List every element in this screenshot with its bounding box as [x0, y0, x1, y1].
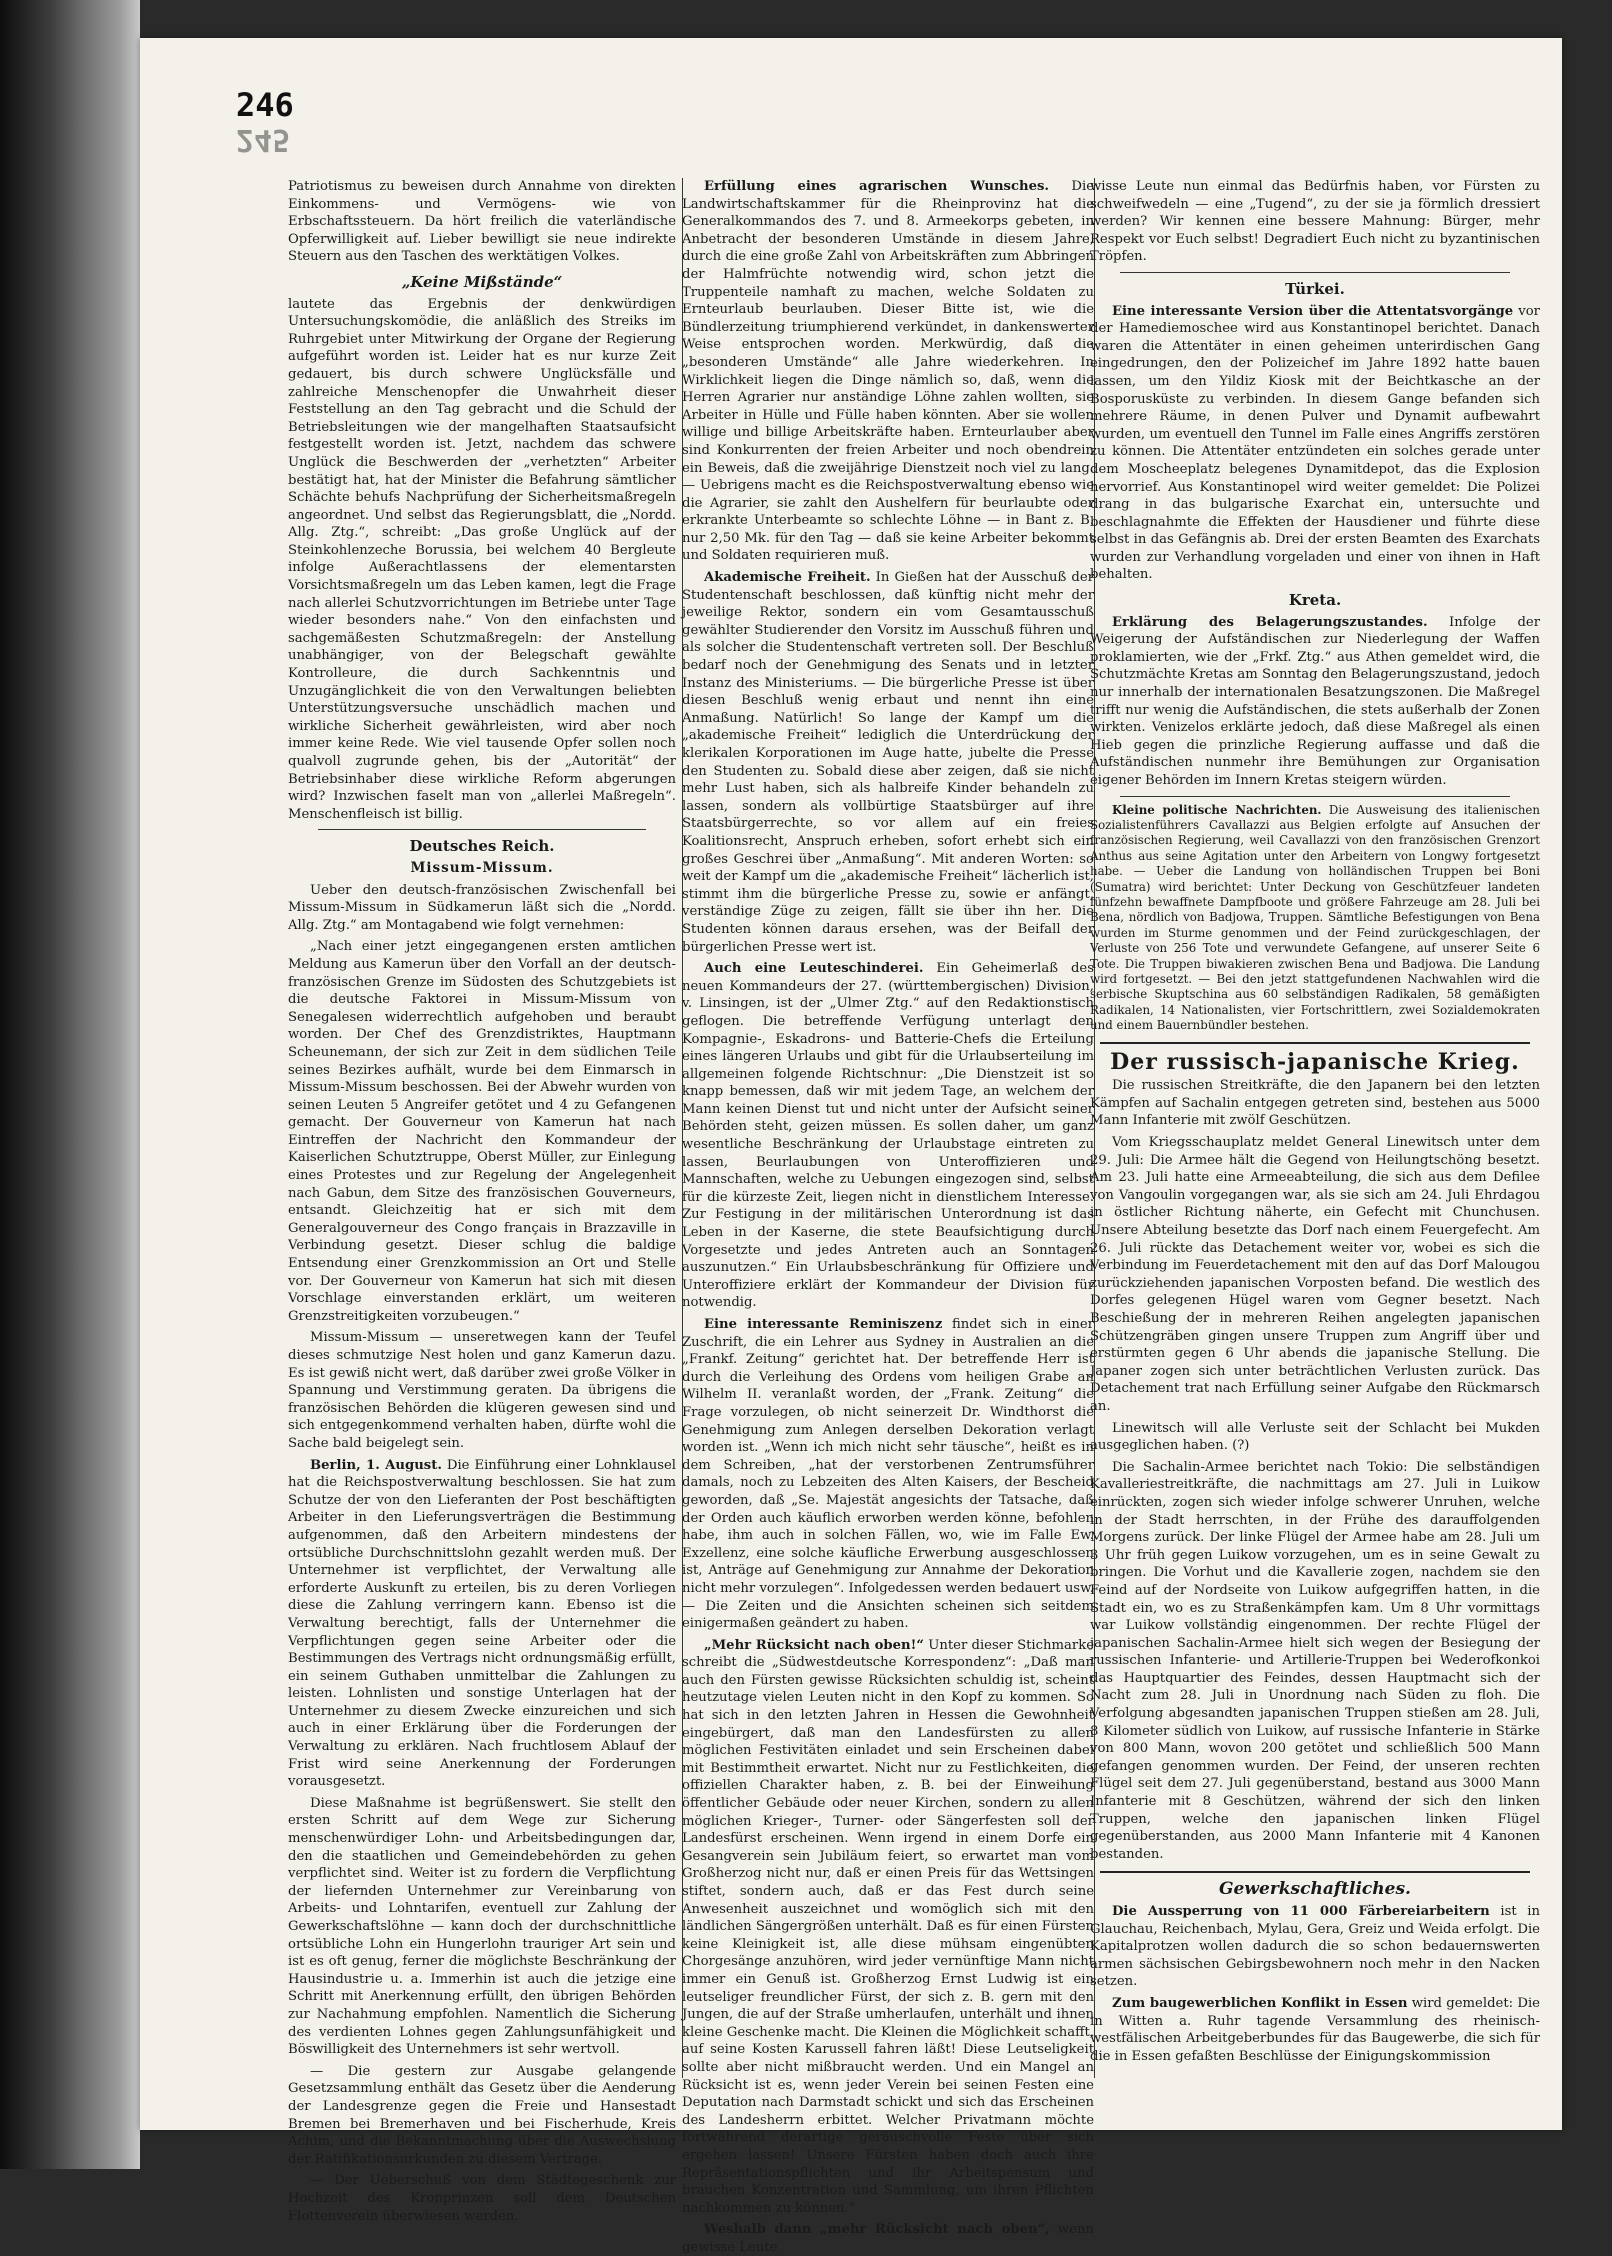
article-text: Linewitsch will alle Verluste seit der Schlacht bei Mukden ausgeglichen haben. (?) — [1090, 1420, 1540, 1454]
article-text: Diese Maßnahme ist begrüßenswert. Sie stellt den ersten Schritt auf dem Wege zur Sicherung menschenwürdiger Lohn- und Arbeitsbedingungen dar, den die staatlichen und Gemeindebehörden zu gehen verpflichtet sind. Weiter ist zu fordern die Verpflichtung der liefernden Unternehmer zur Vereinbarung von Arbeits- und Lohntarifen, eventuell zur Zahlung der Gewerkschaftslöhne — kann doch der durchschnittliche ortsübliche Lohn ein Hungerlohn trauriger Art sein und ist es oft genug, ferner die möglichste Beschränkung der Hausindustrie u. a. Immerhin ist auch die jetzige eine Schritt mit Anerkennung erfüllt, den übrigen Behörden zur Nachahmung empfohlen. Namentlich die Sicherung des verdienten Lohnes gegen Zahlungsunfähigkeit und Böswilligkeit des Unternehmers ist sehr wertvoll. — [288, 1795, 676, 2058]
article-intro: Patriotismus zu beweisen durch Annahme von direkten Einkommens- und Vermögens- wie von Erbschaftssteuern. Da hört freilich die vaterländische Opferwilligkeit auf. Lieber bewilligt sie neue indirekte Steuern aus den Taschen des werktätigen Volkes. — [288, 179, 676, 265]
divider — [1120, 272, 1510, 273]
divider — [1120, 796, 1510, 797]
article-text: — Der Ueberschuß von dem Städtegeschenk zur Hochzeit des Kronprinzen soll dem Deutschen Flottenverein überwiesen werden. — [288, 2173, 676, 2224]
article-text: In Gießen hat der Ausschuß der Studentenschaft beschlossen, daß künftig nicht mehr der jeweilige Rektor, sondern ein vom Gesamtausschuß gewählter Studierender den Vorsitz im Ausschuß führen und als solcher die Studentenschaft vertreten soll. Der Beschluß bedarf noch der Genehmigung des Senats und in letzter Instanz des Ministeriums. — Die bürgerliche Presse ist über diesen Beschluß wenig erbaut und nennt ihn eine Anmaßung. Natürlich! So lange der Kampf um die „akademische Freiheit“ lediglich die Unterdrückung der klerikalen Korporationen im Auge hatte, jubelte die Presse den Studenten zu. Sobald diese aber zeigen, daß sie nicht mehr Lust haben, sich als halbreife Kinder behandeln zu lassen, sondern als vollbürtige Staatsbürger auf ihre Staatsbürgerrechte, so vor allem auf ein freies Koalitionsrecht, Anspruch erheben, sofort erhebt sich ein großes Geschrei über „Anmaßung“. Mit anderen Worten: so weit der Kampf um die „akademische Freiheit“ lächerlich ist, stimmt ihm die bürgerliche Presse zu, sowie er anfängt, verständige Züge zu zeigen, fällt sie über ihn her. Die Studenten können daraus ersehen, was der Beifall der bürgerlichen Presse wert ist. — [682, 570, 1094, 955]
heading-gewerkschaftliches: Gewerkschaftliches. — [1219, 1879, 1411, 1900]
article-text: wird gemeldet: Die in Witten a. Ruhr tagende Versammlung des rheinisch-westfälischen Arbeitgeberbundes für das Baugewerbe, die sich für die in Essen gefaßten Beschlüsse der Einigungskommission — [1090, 1995, 1540, 2064]
article-text: Die Einführung einer Lohnklausel hat die Reichspostverwaltung beschlossen. Sie hat zum Schutze der von den Lieferanten der Post beschäftigten Arbeiter in den Lieferungsverträgen die Bestimmung aufgenommen, daß den Arbeitern mindestens der ortsübliche Durchschnittslohn gezahlt werden muß. Der Unternehmer ist verpflichtet, der Verwaltung alle erforderte Auskunft zu erteilen, bis zu deren Vorliegen diese die Zahlung verringern kann. Ebenso ist die Verwaltung berechtigt, falls der Unternehmer die Verpflichtungen gegen seine Arbeiter oder die Bestimmungen des Vertrags nicht ordnungsmäßig erfüllt, ein seinem Guthaben unmittelbar die Zahlungen zu leisten. Lohnlisten und sonstige Unterlagen hat der Unternehmer zu diesem Zwecke einzureichen und sich auch in einer Erklärung über die Forderungen der Verwaltung zu erklären. Nach fruchtlosem Ablauf der Frist wird seine Anerkennung der Forderungen vorausgesetzt. — [288, 1457, 676, 1790]
article-text: — Die gestern zur Ausgabe gelangende Gesetzsammlung enthält das Gesetz über die Aenderung der Landesgrenze gegen die Freie und Hansestadt Bremen bei Bremerhaven und bei Fischerhude, Kreis Achim, und die Bekanntmachung über die Auswechslung der Ratifikationsurkunden zu diesem Vertrage. — [288, 2063, 676, 2167]
divider — [1100, 1871, 1530, 1873]
book-binding — [0, 0, 140, 2169]
article-lead: Zum baugewerblichen Konflikt in Essen — [1112, 1995, 1408, 2011]
column-2 — [682, 178, 1095, 2255]
article-text: findet sich in einer Zuschrift, die ein Lehrer aus Sydney in Australien an die „Frankf. Zeitung“ gerichtet hat. Der betreffende Herr ist durch die Verleihung des Ordens vom heiligen Grabe an Wilhelm II. veranlaßt worden, der „Frank. Zeitung“ die Frage vorzulegen, ob nicht seinerzeit Dr. Windthorst die Genehmigung zum Anlegen derselben Dekoration verlagt worden ist. „Wenn ich mich nicht sehr täusche“, heißt es in dem Schreiben, „hat der verstorbenen Zentrumsführer damals, noch zu Lebzeiten des Alten Kaisers, der Bescheid geworden, daß „Se. Majestät angesichts der Tatsache, daß der Orden auch käuflich erworben werden könne, befohlen habe, ihm auch in solchen Fällen, wo, wie im Falle Ew. Exzellenz, eine solche käufliche Erwerbung ausgeschlossen ist, Anträge auf Genehmigung zur Annahme der Dekoration nicht mehr vorzulegen“. Infolgedessen werden bedauert usw. — Die Zeiten und die Ansichten scheinen sich seitdem einigermaßen geändert zu haben. — [682, 1317, 1094, 1632]
article-lead: Kleine politische Nachrichten. — [1112, 802, 1322, 817]
article-text: Ueber den deutsch-französischen Zwischenfall bei Missum-Missum in Südkamerun läßt sich die „Nordd. Allg. Ztg.“ am Montagabend wie folgt vernehmen: — [288, 882, 676, 933]
article-text: Unter dieser Stichmarke schreibt die „Südwestdeutsche Korrespondenz“: „Daß man auch den Fürsten gewisse Rücksichten schuldig ist, scheint heutzutage vielen Leuten nicht in den Kopf zu kommen. So hat sich in den letzten Jahren in Hessen die Gewohnheit eingebürgert, daß man den Landesfürsten zu allen möglichen Festivitäten einladet und sein Erscheinen dabei mit Bestimmtheit erwartet. Nicht nur zu Festlichkeiten, die offiziellen Charakter haben, z. B. bei der Einweihung öffentlicher Gebäude oder neuer Kirchen, sondern zu allen möglichen Krieger-, Turner- oder Sängerfesten soll der Landesfürst erscheinen. Wenn irgend in einem Dorfe ein Gesangverein sein Jubiläum feiert, so erwartet man vom Großherzog nicht nur, daß er einen Preis für das Wettsingen stiftet, sondern auch, daß er das Fest durch seine Anwesenheit auszeichnet und womöglich sich mit den ländlichen Sängergrößen unterhält. Daß es für einen Fürsten keine Kleinigkeit ist, alle diese mühsam eingenübten Chorgesänge anzuhören, wird jeder vernünftige Mann nicht immer ein Genuß ist. Großherzog Ernst Ludwig ist ein leutseliger freundlicher Fürst, der sich z. B. gern mit den Jungen, die auf der Straße umherlaufen, unterhält und ihnen kleine Geschenke macht. Die Kleinen die Möglichkeit schafft, auf seine Kosten Karussell fahren läßt! Diese Leutseligkeit sollte aber nicht mißbraucht werden. Und ein Mangel an Rücksicht ist es, wenn jeder Verein bei seinen Festen eine Deputation nach Darmstadt schickt und sich das Erscheinen des Landesherrn erbittet. Welcher Privatmann möchte fortwährend derartige geräuschvolle Feste über sich ergehen lassen! Unsere Fürsten haben doch auch ihre Repräsentationspflichten und ihr Arbeitspensum und brauchen Konzentration und Sammlung, um ihren Pflichten nachkommen zu können.“ — [682, 1637, 1094, 2216]
article-text: Die russischen Streitkräfte, die den Japanern bei den letzten Kämpfen auf Sachalin entgegen getreten sind, bestehen aus 5000 Mann Infanterie mit zwölf Geschützen. — [1090, 1078, 1540, 1129]
heading-deutsches-reich: Deutsches Reich. — [409, 837, 555, 856]
page-number: 246 — [236, 86, 294, 124]
newspaper-page — [140, 38, 1562, 2255]
article-text: wenn gewisse Leute — [682, 2222, 1094, 2255]
article-text: ist in Glauchau, Reichenbach, Mylau, Gera, Greiz und Weida erfolgt. Die Kapitalprotzen wollen dadurch die so schon bedauernswerten armen sächsischen Gebirgsbewohnern noch mehr in den Nacken setzen. — [1090, 1904, 1540, 1990]
article-lead: Erklärung des Belagerungszustandes. — [1112, 614, 1428, 630]
article-text: Vom Kriegsschauplatz meldet General Linewitsch unter dem 29. Juli: Die Armee hält die Gegend von Heilungtschöng besetzt. Am 23. Juli hatte eine Armeeabteilung, die sich aus dem Defilee von Vangoulin vorgegangen war, als sie sich am 24. Juli Ehrdagou in östlicher Richtung näherte, ein Gefecht mit Chunchusen. Unsere Abteilung besetzte das Dorf nach einem Feuergefecht. Am 26. Juli rückte das Detachement weiter vor, wobei es sich die Verbindung im Feuerdetachement mit den auf das Dorf Malougou zurückziehenden japanischen Vorposten befand. Die westlich des Dorfes gelegenen Hügel waren vom Gegner besetzt. Nach Beschießung der in mehreren Reihen angelegten japanischen Schützengräben gingen unsere Truppen zum Angriff über und erstürmten gegen 6 Uhr abends die japanische Stellung. Die Japaner zogen sich unter beträchtlichen Verlusten zurück. Das Detachement trat nach Erfüllung seiner Aufgabe den Rückmarsch an. — [1090, 1135, 1540, 1414]
heading-krieg: Der russisch-japanische Krieg. — [1110, 1048, 1520, 1075]
article-text: Die Ausweisung des italienischen Sozialistenführers Cavallazzi aus Belgien erfolgte auf Ansuchen der französischen Regierung, weil Cavallazzi von den französischen Grenzort Anthus aus seine Agitation unter den Arbeitern von Longwy fortgesetzt habe. — Ueber die Landung von holländischen Truppen bei Boni (Sumatra) wird berichtet: Unter Deckung von Geschützfeuer landeten fünfzehn bewaffnete Dampfboote und größere Fahrzeuge am 28. Juli bei Bena, nördlich von Badjowa, Truppen. Sämtliche Befestigungen von Bena wurden im Sturme genommen und der Feind zurückgeschlagen, der Verluste von 256 Tote und verwundete Gefangene, auf unserer Seite 6 Tote. Die Truppen biwakieren zwischen Bena und Badjowa. Die Landung wird fortgesetzt. — Bei den jetzt stattgefundenen Nachwahlen wird die serbische Skuptschina aus 60 selbständigen Radikalen, 58 gemäßigten Radikalen, 14 Nationalisten, vier Fortschrittlern, zwei Sozialdemokraten und einem Bauernbündler bestehen. — [1090, 802, 1541, 1033]
article-lead: Die Aussperrung von 11 000 Färbereiarbeitern — [1112, 1904, 1490, 1919]
heading-tuerkei: Türkei. — [1285, 279, 1345, 298]
article-text: Ein Geheimerlaß des neuen Kommandeurs der 27. (württembergischen) Division, v. Linsingen, ist der „Ulmer Ztg.“ auf den Redaktionstisch geflogen. Die betreffende Verfügung unterlagt den Kompagnie-, Eskadrons- und Batterie-Chefs die Erteilung eines längeren Urlaubs und gibt für die Urlaubserteilung im allgemeinen folgende Richtschnur: „Die Dienstzeit ist so knapp bemessen, daß wir mit jedem Tage, an welchem der Mann keinen Dienst tut und nicht unter der Aufsicht seiner Behörden steht, geizen müssen. Es sollen daher, um ganz wesentliche Beschränkung der Urlaubstage eintreten zu lassen, Beurlaubungen von Unteroffizieren und Mannschaften, welche zu Uebungen eingezogen sind, selbst für die kürzeste Zeit, liegen nicht in dienstlichem Interesse. Zur Festigung in der militärischen Unterordnung ist das Leben in der Kaserne, die stete Beaufsichtigung durch Vorgesetzte und jedes Antreten auch an Sonntagen auszunutzen.“ Ein Urlaubsbeschränkung für Offiziere und Unteroffiziere erklärt der Kommandeur der Division für notwendig. — [682, 961, 1094, 1311]
article-lead: Weshalb dann „mehr Rücksicht nach oben“, — [704, 2222, 1050, 2238]
divider — [1100, 1042, 1530, 1044]
dateline: Berlin, 1. August. — [310, 1457, 442, 1473]
article-text: „Nach einer jetzt eingegangenen ersten amtlichen Meldung aus Kamerun über den Vorfall an der deutsch-französischen Grenze im Südosten des Schutzgebiets ist die deutsche Faktorei in Missum-Missum von Senegalesen widerrechtlich aufgehoben und beraubt worden. Der Chef des Grenzdistriktes, Hauptmann Scheunemann, der sich zur Zeit in dem südlichen Teile seines Bezirkes aufhält, wurde bei dem Einmarsch in Missum-Missum beschossen. Bei der Abwehr wurden von seinen Leuten 5 Angreifer getötet und 4 zu Gefangenen gemacht. Der Gouverneur von Kamerun hat nach Eintreffen der Nachricht den Kommandeur der Kaiserlichen Schutztruppe, Oberst Müller, zur Einlegung eines Protestes und zur Regelung der Angelegenheit nach Gabun, dem Sitze des französischen Gouverneurs, entsandt. Gleichzeitig hat er sich mit dem Generalgouverneur des Congo français in Brazzaville in Verbindung gesetzt. Dieser schlug die baldige Entsendung einer Grenzkommission an Ort und Stelle vor. Der Gouverneur von Kamerun hat sich mit diesen Vorschlage einverstanden erklärt, um weiteren Grenzstreitigkeiten vorzubeugen.“ — [288, 939, 676, 1324]
article-lead: Erfüllung eines agrarischen Wunsches. — [704, 179, 1049, 194]
article-text: Die Sachalin-Armee berichtet nach Tokio: Die selbständigen Kavalleriestreitkräfte, die nachmittags am 27. Juli in Luikow einrückten, zogen sich wieder infolge schwerer Unruhen, welche in der Stadt herrschten, in der Frühe des darauffolgenden Morgens zurück. Der linke Flügel der Armee habe am 28. Juli um 3 Uhr früh gegen Luikow vorzugehen, um es in seine Gewalt zu bringen. Die Vorhut und die Kavallerie zogen, nachdem sie den Feind auf der Nordseite von Luikow aufgegriffen hatten, in die Stadt ein, wo es zu Straßenkämpfen kam. Um 8 Uhr vormittags war Luikow vollständig eingenommen. Der rechte Flügel der japanischen Sachalin-Armee hielt sich wegen der Besiegung der russischen Infanterie- und Artillerie-Truppen bei Wederofkonkoi das Hauptquartier des Feindes, dessen Hauptmacht sich der Nacht zum 28. Juli in Unordnung nach Süden zu floh. Die Verfolgung abgesandten japanischen Truppen stießen am 28. Juli, 8 Kilometer südlich von Luikow, auf russische Infanterie in Stärke von 800 Mann, wovon 200 getötet und schließlich 500 Mann gefangen genommen wurden. Der Feind, der unseren rechten Flügel seit dem 27. Juli gegenüberstand, bestand aus 3000 Mann Infanterie mit 8 Geschützen, während der sich den linken Truppen, welche den japanischen linken Flügel gegenüberstanden, aus 2000 Mann Infanterie mit 4 Kanonen bestanden. — [1090, 1459, 1540, 1862]
article-text: vor der Hamediemoschee wird aus Konstantinopel berichtet. Danach waren die Attentäter in einen geheimen unterirdischen Gang eingedrungen, den der Polizeichef im Jahre 1892 hatte bauen lassen, um den Yildiz Kiosk mit der Beichtkasche an der Bosporusküste zu verbinden. In diesem Gange befanden sich mehrere Räume, in denen Pulver und Dynamit aufbewahrt wurden, um eventuell den Tunnel im Falle eines Angriffs zerstören zu können. Die Attentäter entzündeten ein solches gerade unter dem Moscheeplatz belegenes Dynamitdepot, das die Explosion hervorrief. Aus Konstantinopel wird weiter gemeldet: Die Polizei drang in das bulgarische Exarchat ein, untersuchte und beschlagnahmte die Effekten der Hausdiener und führte diese selbst in das Gefängnis ab. Drei der ersten Beamten des Exarchats wurden zur Verhandlung vorgeladen und einer von ihnen in Haft behalten. — [1090, 303, 1540, 583]
article-lead: Auch eine Leuteschinderei. — [704, 961, 924, 977]
article-lead: „Mehr Rücksicht nach oben!“ — [704, 1637, 925, 1653]
article-lead: Akademische Freiheit. — [704, 570, 871, 586]
heading-kreta: Kreta. — [1288, 591, 1342, 610]
page-number-bleedthrough: 245 — [236, 122, 291, 157]
heading-missstaende: „Keine Mißstände“ — [401, 272, 563, 291]
divider — [318, 829, 646, 830]
article-text: Missum-Missum — unseretwegen kann der Teufel dieses schmutzige Nest holen und ganz Kamerun dazu. Es ist gewiß nicht wert, daß darüber zwei große Völker in Spannung und Verstimmung geraten. Da übrigens die französischen Behörden die klügeren gewesen sind und sich entgegenkommend verhalten haben, dürfte wohl die Sache bald beigelegt sein. — [288, 1330, 676, 1451]
article-lead: Eine interessante Reminiszenz — [704, 1317, 943, 1332]
article-text: Die Landwirtschaftskammer für die Rheinprovinz hat die Generalkommandos des 7. und 8. Armeekorps gebeten, in Anbetracht der besonderen Umstände in diesem Jahre, durch die eine große Zahl von Arbeitskräften zum Abbringen der Halmfrüchte notwendig wird, schon jetzt die Truppenteile namhaft zu machen, welche Soldaten zu Ernteurlaub beurlauben. Dieser Bitte ist, wie die Bündlerzeitung triumphierend verkündet, in dankenswerter Weise entsprochen worden. Merkwürdig, daß die „besonderen Umstände“ alle Jahre wiederkehren. In Wirklichkeit liegen die Dinge nämlich so, daß, wenn die Herren Agrarier nur anständige Löhne zahlen wollten, sie Arbeiter in Hülle und Fülle haben könnten. Aber sie wollen willige und billige Arbeitskräfte haben. Ernteurlauber aber sind Konkurrenten der freien Arbeiter und noch obendrein ein Beweis, daß die zweijährige Dienstzeit noch viel zu lang. — Uebrigens macht es die Reichspostverwaltung ebenso wie die Agrarier, sie zahlt den Aushelfern für beurlaubte oder erkrankte Unterbeamte so schlechte Löhne — in Bant z. B. nur 2,50 Mk. für den Tag — daß sie keine Arbeiter bekommt und Soldaten requirieren muß. — [682, 179, 1095, 564]
article-text: Infolge der Weigerung der Aufständischen zur Niederlegung der Waffen proklamierten, wie der „Frkf. Ztg.“ aus Athen gemeldet wird, die Schutzmächte Kretas am Sonntag den Belagerungszustand, jedoch nur innerhalb der internationalen Besatzungszonen. Die Maßregel trifft nur wenig die Aufständischen, die stets außerhalb der Zonen wirkten. Venizelos erklärte jedoch, daß diese Maßregel als einen Hieb gegen die prinzliche Regierung auffasse und daß die Aufständischen nunmehr ihre Bemühungen zur Organisation eigener Behörden im Innern Kretas steigern würden. — [1090, 614, 1541, 788]
subheading-missum: Missum-Missum. — [410, 859, 554, 876]
column-3 — [1090, 178, 1540, 2083]
article-lead: Eine interessante Version über die Attentatsvorgänge — [1112, 303, 1514, 319]
article-text: lautete das Ergebnis der denkwürdigen Untersuchungskomödie, die anläßlich des Streiks im Ruhrgebiet unter Mitwirkung der Organe der Regierung aufgeführt worden ist. Leider hat es nur kurze Zeit gedauert, bis durch schwere Unglücksfälle und zahlreiche Menschenopfer die Unwahrheit dieser Feststellung an den Tag gebracht und die Schuld der Betriebsleitungen wie der mangelhaften Staatsaufsicht festgestellt worden ist. Jetzt, nachdem das schwere Unglück die Beschwerden der „verhetzten“ Arbeiter bestätigt hat, hat der Minister die Befahrung sämtlicher Schächte behufs Nachprüfung der Sicherheitsmaßregeln angeordnet. Und selbst das Regierungsblatt, die „Nordd. Allg. Ztg.“, schreibt: „Das große Unglück auf der Steinkohlenzeche Borussia, bei welchem 40 Bergleute infolge Außerachtlassens der elementarsten Vorsichtsmaßregeln um das Leben kamen, legt die Frage nach allerlei Schutzvorrichtungen im Betriebe unter Tage wieder besonders nahe.“ Von den einfachsten und sachgemäßesten Schutzmaßregeln: der Anstellung unabhängiger, von der Belegschaft gewählte Kontrolleure, die durch Sachkenntnis und Unzugänglichkeit die von den Verwaltungen beliebten Unterstützungsversuche unschädlich machen und wirkliche Sicherheit gewährleisten, wird aber noch immer keine Rede. Wie viel tausende Opfer sollen noch qualvoll zugrunde gehen, bis der „Autorität“ der Betriebsinhaber diese wirkliche Reform abgerungen wird? Inzwischen faselt man von „allerlei Maßregeln“. Menschenfleisch ist billig. — [288, 296, 676, 822]
column-1 — [288, 178, 676, 2224]
article-text: wisse Leute nun einmal das Bedürfnis haben, vor Fürsten zu schweifwedeln — eine „Tugend“, zu der sie ja förmlich dressiert werden? Wir kennen eine bessere Mahnung: Bürger, mehr Respekt vor Euch selbst! Degradiert Euch nicht zu byzantinischen Tröpfen. — [1090, 179, 1540, 265]
